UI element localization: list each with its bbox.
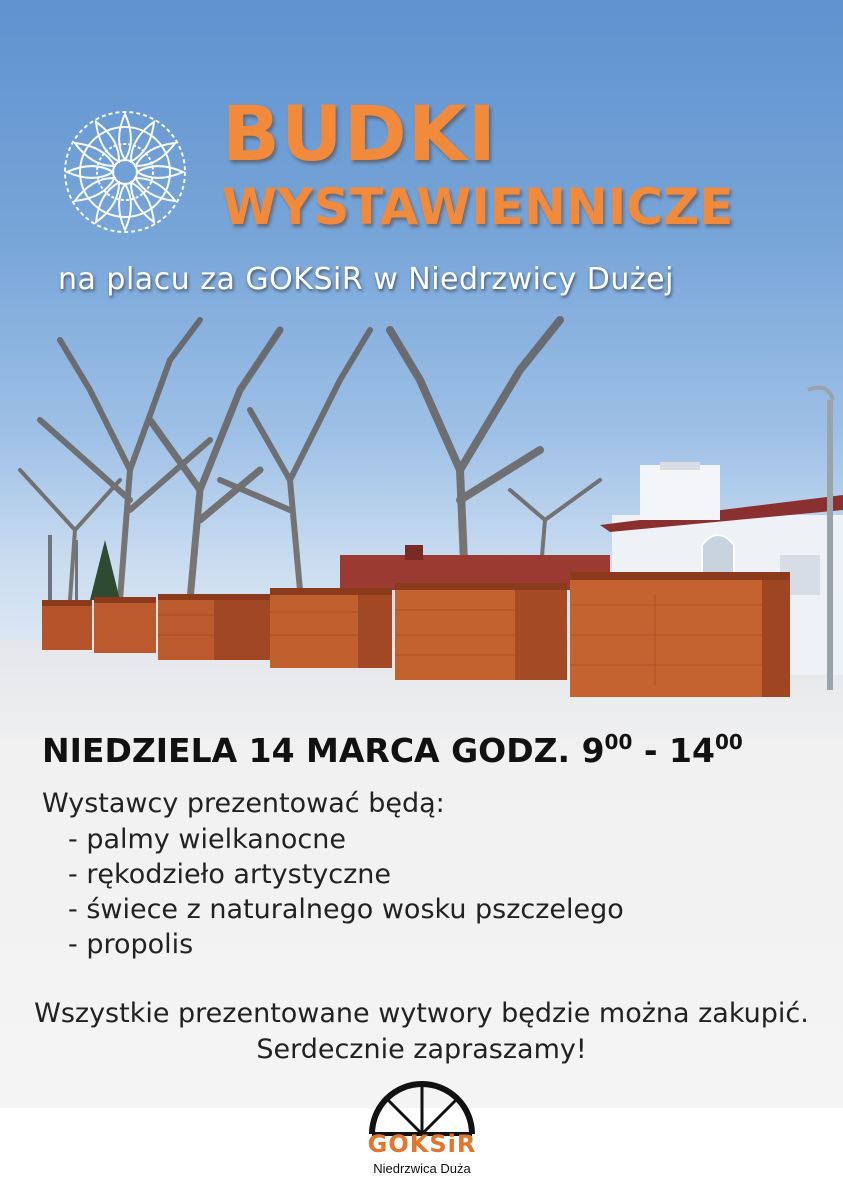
event-date (42, 730, 743, 770)
exhibitors-intro: Wystawcy prezentować będą: (42, 788, 445, 819)
date-separator: - 14 (632, 731, 715, 770)
booth-1 (42, 600, 92, 650)
booths-photo (0, 300, 843, 700)
closing-text (0, 996, 843, 1068)
goksir-logo (366, 1078, 478, 1183)
lamp-post (827, 400, 833, 690)
snowflake-lace-icon (58, 105, 192, 239)
closing-line-1: Wszystkie prezentowane wytwory będzie można zakupić. (34, 998, 809, 1029)
closing-line-2: Serdecznie zapraszamy! (256, 1034, 587, 1065)
date-prefix: NIEDZIELA 14 MARCA GODZ. 9 (42, 731, 605, 770)
booths (42, 572, 790, 697)
title-line-2: WYSTAWIENNICZE (222, 178, 734, 236)
logo-text: GOKSiR (367, 1130, 477, 1158)
list-item: - palmy wielkanocne (68, 824, 346, 855)
list-item: - rękodzieło artystyczne (68, 859, 392, 890)
logo-subtext: Niedrzwica Duża (373, 1161, 471, 1176)
subtitle: na placu za GOKSiR w Niedrzwicy Dużej (58, 262, 674, 297)
exhibit-list (68, 822, 624, 962)
arched-window-icon (366, 1078, 478, 1138)
list-item: - świece z naturalnego wosku pszczelego (68, 894, 624, 925)
end-minutes: 00 (714, 730, 743, 754)
booth-2 (94, 597, 156, 653)
title-line-1: BUDKI (222, 89, 497, 178)
list-item: - propolis (68, 929, 194, 960)
start-minutes: 00 (604, 730, 633, 754)
